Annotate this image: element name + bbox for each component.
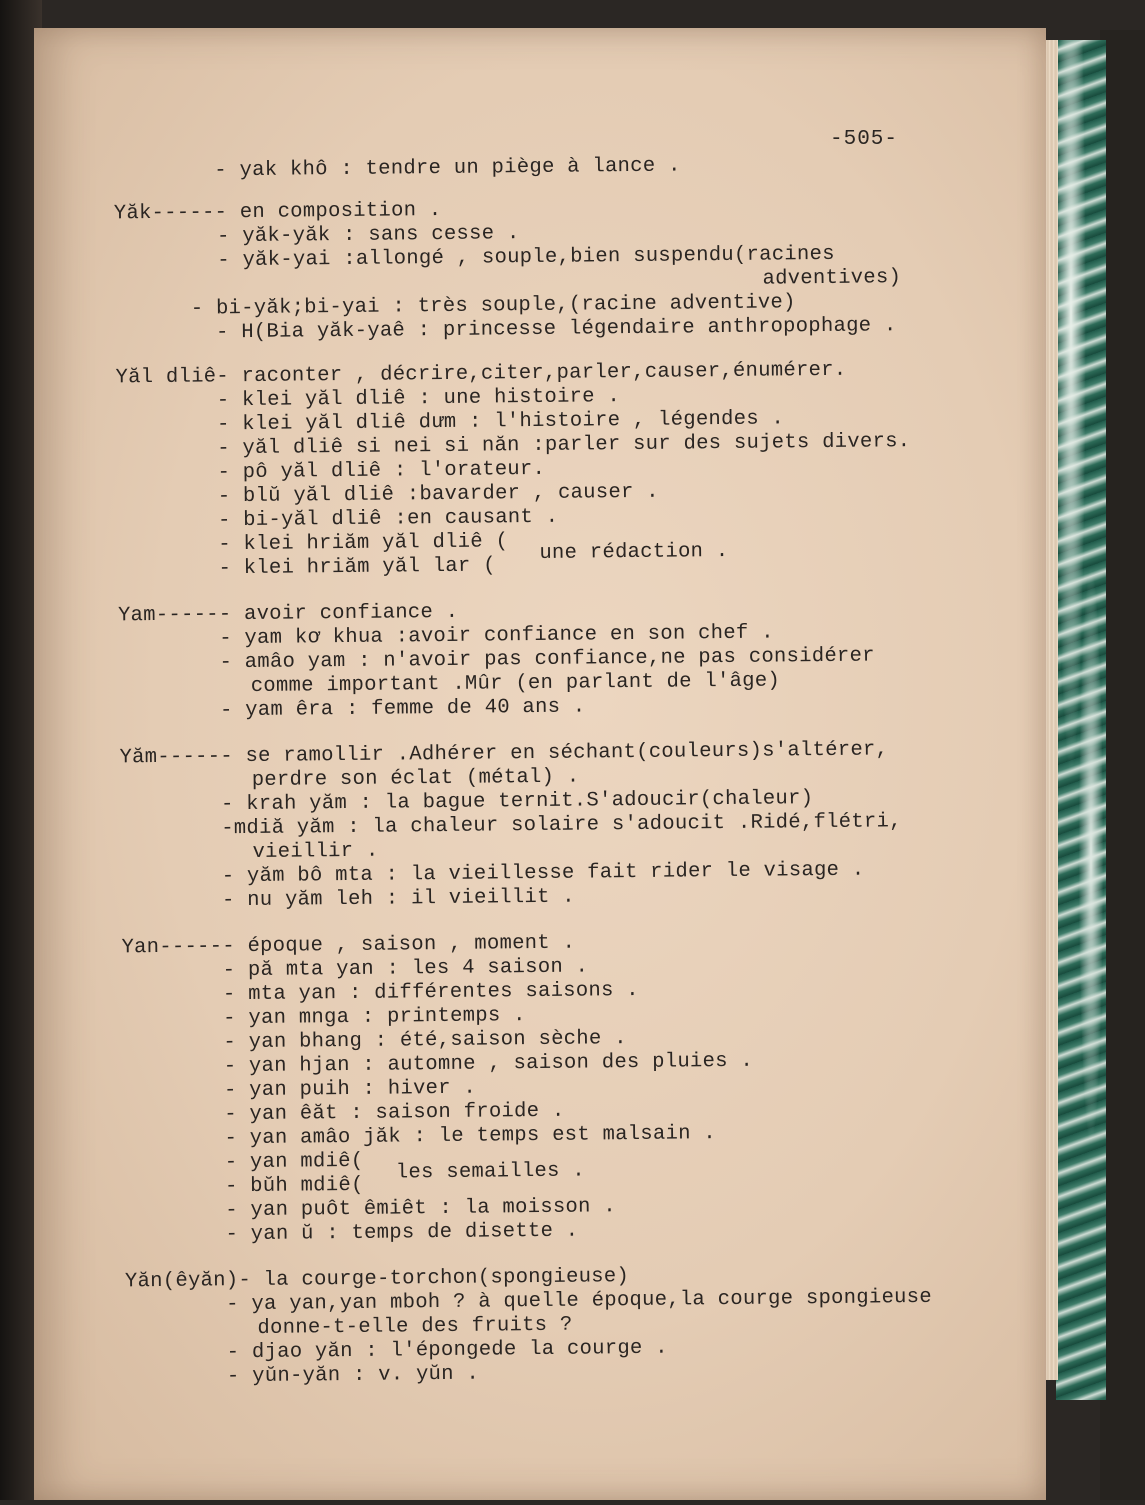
text-line: - klei yăl dliê dưm : l'histoire , légendes .: [216, 407, 785, 437]
entry-headword-line: Yan------ époque , saison , moment .: [121, 931, 576, 960]
text-line: - yăl dliê si nei si năn :parler sur des sujets divers.: [217, 430, 911, 461]
text-line: adventives): [762, 266, 902, 291]
text-line: vieillir .: [252, 839, 379, 864]
text-line: - yan mdiê(: [224, 1149, 364, 1175]
text-line: - yam êra : femme de 40 ans .: [219, 695, 586, 723]
text-line: - pă mta yan : les 4 saison .: [222, 955, 589, 983]
text-line: donne-t-elle des fruits ?: [257, 1313, 573, 1340]
text-line: - yan ŭ : temps de disette .: [225, 1219, 579, 1247]
text-line: - yăm bô mta : la vieillesse fait rider le visage .: [221, 858, 865, 889]
entry-headword-line: Yăl dliê- raconter , décrire,citer,parler,causer,énumérer.: [115, 358, 847, 390]
text-line: - krah yăm : la bague ternit.S'adoucir(chaleur): [220, 787, 814, 817]
entry-headword-line: Yăm------ se ramollir .Adhérer en séchant(couleurs)s'altérer,: [119, 738, 889, 770]
text-line: - yan amâo jăk : le temps est malsain .: [224, 1122, 717, 1151]
text-line: - yan puôt êmiêt : la moisson .: [225, 1195, 617, 1223]
text-line: - djao yăn : l'épongede la courge .: [226, 1336, 668, 1365]
text-line: - blŭ yăl dliê :bavarder , causer .: [217, 480, 659, 509]
entry-headword-line: Yăn(êyăn)- la courge-torchon(spongieuse): [124, 1265, 630, 1294]
dictionary-text: [32, 23, 1059, 1505]
text-line: - bi-yăk;bi-yai : très souple,(racine adventive): [190, 291, 796, 321]
text-line: -mdiă yăm : la chaleur solaire s'adoucit .Ridé,flétri,: [221, 810, 902, 841]
text-line: - yan mnga : printemps .: [223, 1004, 526, 1031]
text-line: - yŭn-yăn : v. yŭn .: [226, 1362, 480, 1389]
text-line: - yăk-yai :allongé , souple,bien suspendu(racines: [217, 242, 835, 273]
text-line: - klei hriăm yăl lar (: [218, 554, 496, 581]
text-line: - yam kơ khua :avoir confiance en son chef .: [219, 621, 774, 651]
text-line: comme important .Mûr (en parlant de l'âge): [250, 669, 781, 698]
text-line: - yan êăt : saison froide .: [224, 1099, 565, 1127]
text-line: - yăk-yăk : sans cesse .: [216, 222, 520, 249]
text-line: - yan hjan : automne , saison des pluies .: [223, 1049, 754, 1079]
text-line: - H(Bia yăk-yaê : princesse légendaire anthropophage .: [215, 314, 897, 345]
text-line: les semailles .: [395, 1159, 586, 1185]
text-line: - nu yăm leh : il vieillit .: [221, 885, 575, 913]
text-line: - yan bhang : été,saison sèche .: [223, 1027, 627, 1055]
text-line: - bi-yăl dliê :en causant .: [217, 505, 559, 533]
text-line: - mta yan : différentes saisons .: [222, 978, 639, 1007]
text-line: - klei yăl dliê : une histoire .: [216, 385, 621, 413]
book-spine: [1100, 30, 1145, 1500]
text-line: - ya yan,yan mboh ? à quelle époque,la courge spongieuse: [226, 1285, 933, 1317]
text-line: une rédaction .: [539, 539, 729, 565]
text-line: - klei hriăm yăl dliê (: [218, 530, 509, 557]
text-line: - yan puih : hiver .: [223, 1076, 477, 1103]
entry-headword-line: Yăk------ en composition .: [113, 198, 442, 226]
text-line: perdre son éclat (métal) .: [251, 765, 580, 792]
text-line: - yak khô : tendre un piège à lance .: [214, 154, 681, 183]
entry-headword-line: Yam------ avoir confiance .: [117, 600, 459, 628]
text-line: - amâo yam : n'avoir pas confiance,ne pas considérer: [219, 644, 875, 675]
marbled-cover-edge: [1056, 40, 1106, 1400]
text-line: - bŭh mdiê(: [224, 1173, 364, 1199]
text-line: - pô yăl dliê : l'orateur.: [217, 457, 546, 485]
page-number: -505-: [830, 128, 899, 151]
book-page: [34, 28, 1046, 1500]
